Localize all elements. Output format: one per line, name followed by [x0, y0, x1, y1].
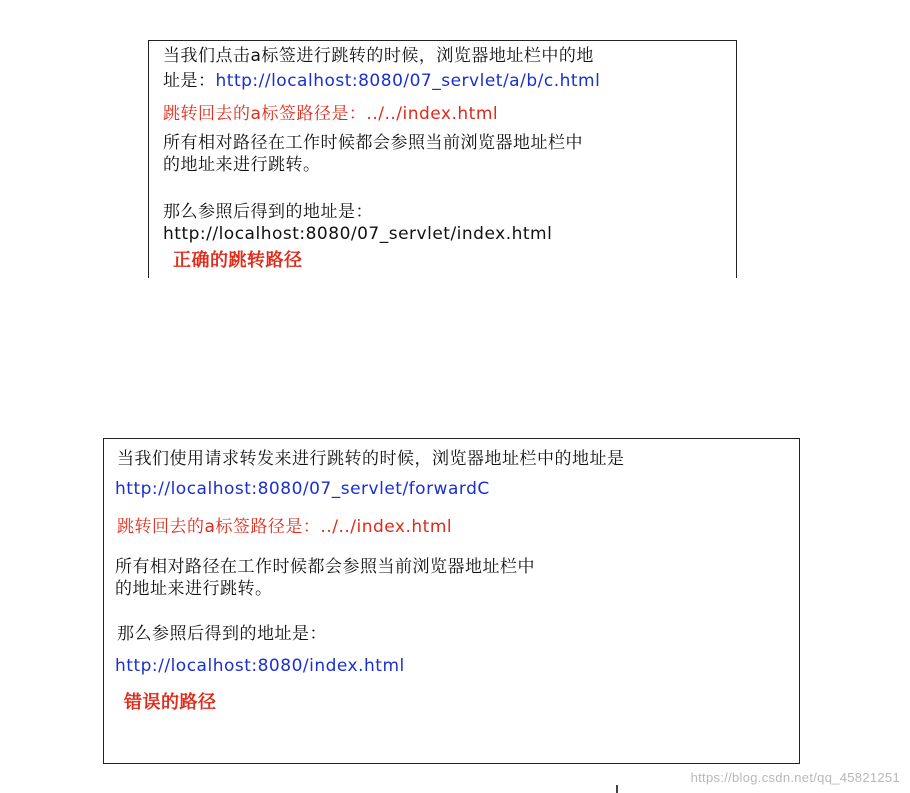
box2-line-6: 那么参照后得到的地址是：: [117, 624, 327, 644]
box1-line-2-prefix: 址是：: [163, 71, 216, 91]
box1-resolved-url: http://localhost:8080/07_servlet/index.html: [163, 224, 553, 244]
box2-resolved-url: http://localhost:8080/index.html: [115, 656, 405, 676]
box1-line-4: 所有相对路径在工作时候都会参照当前浏览器地址栏中: [163, 133, 583, 153]
box2-conclusion: 错误的路径: [124, 692, 217, 713]
box2-return-link-path: 跳转回去的a标签路径是：../../index.html: [117, 517, 453, 537]
box1-browser-url: http://localhost:8080/07_servlet/a/b/c.html: [215, 71, 601, 91]
divider-tick: [616, 785, 618, 793]
box2-line-1: 当我们使用请求转发来进行跳转的时候，浏览器地址栏中的地址是: [117, 449, 625, 469]
box1-line-2: [163, 70, 600, 92]
box1-return-link-path: 跳转回去的a标签路径是：../../index.html: [163, 104, 499, 124]
box1-line-1: 当我们点击a标签进行跳转的时候，浏览器地址栏中的地: [163, 46, 594, 66]
box1-conclusion: 正确的跳转路径: [173, 250, 303, 271]
box1-line-5: 的地址来进行跳转。: [163, 155, 321, 175]
box1-line-6: 那么参照后得到的地址是：: [163, 202, 373, 222]
correct-path-note-box: [148, 40, 737, 278]
box2-line-4: 所有相对路径在工作时候都会参照当前浏览器地址栏中: [115, 557, 535, 577]
watermark: https://blog.csdn.net/qq_45821251: [690, 770, 900, 785]
box2-browser-url: http://localhost:8080/07_servlet/forwardC: [115, 479, 490, 499]
box2-line-5: 的地址来进行跳转。: [115, 579, 273, 599]
wrong-path-note-box: [103, 438, 800, 764]
